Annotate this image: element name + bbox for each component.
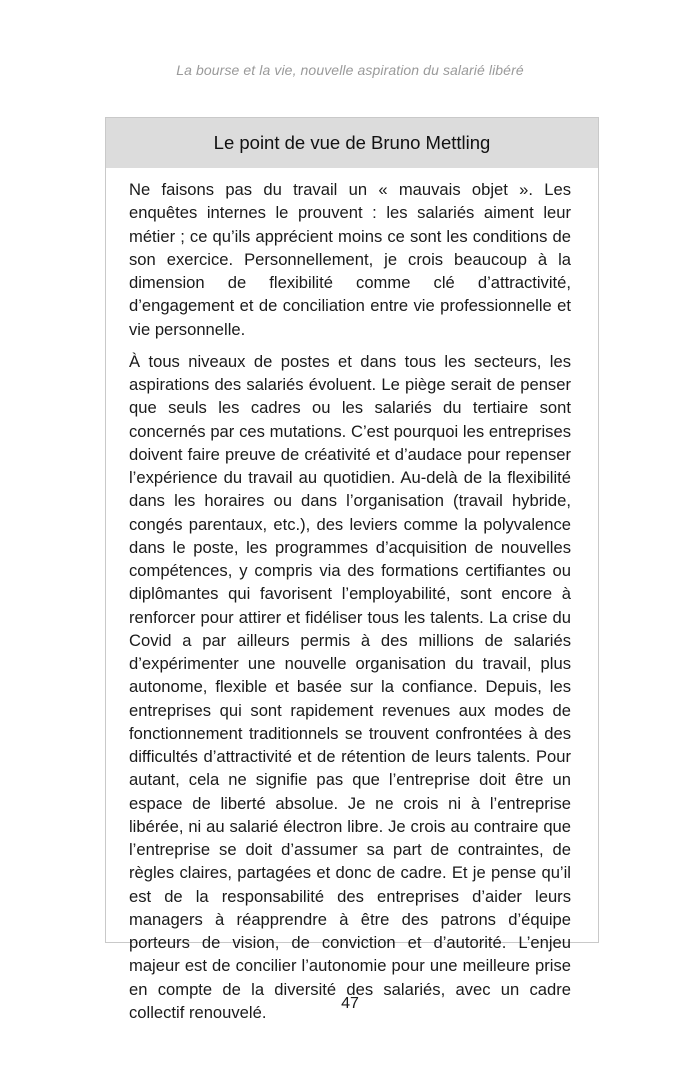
running-header: La bourse et la vie, nouvelle aspiration du salarié libéré	[176, 62, 524, 78]
box-body	[106, 168, 598, 1024]
box-title: Le point de vue de Bruno Mettling	[106, 118, 598, 168]
paragraph: Ne faisons pas du travail un « mauvais objet ». Les enquêtes internes le prouvent : les salariés aiment leur métier ; ce qu’ils apprécient moins ce sont les conditions de son exercice. Personnellement, je crois beaucoup à la dimension de flexibilité comme clé d’attractivité, d’engagement et de conciliation entre vie professionnelle et vie personnelle.	[129, 180, 571, 339]
paragraph: À tous niveaux de postes et dans tous les secteurs, les aspirations des salariés évoluent. Le piège serait de penser que seuls les cadres ou les salariés du tertiaire sont concernés par ces mutations. C’est pourquoi les entreprises doivent faire preuve de créativité et d’audace pour repenser l’expérience du travail au quotidien. Au-delà de la flexibilité dans les horaires ou dans l’organisation (travail hybride, congés parentaux, etc.), des leviers comme la polyvalence dans le poste, les programmes d’acquisition de nouvelles compétences, y compris via des formations certifiantes ou diplômantes qui favorisent l’employabilité, sont encore à renforcer pour attirer et fidéliser tous les talents. La crise du Covid a par ailleurs permis à des millions de salariés d’expérimenter une nouvelle organisation du travail, plus autonome, flexible et basée sur la confiance. Depuis, les entreprises qui sont rapidement revenues aux modes de fonctionnement traditionnels se trouvent confrontées à des difficultés d’attractivité et de rétention de leurs talents. Pour autant, cela ne signifie pas que l’entreprise doit être un espace de liberté absolue. Je ne crois ni à l’entreprise libérée, ni au salarié électron libre. Je crois au contraire que l’entreprise se doit d’assumer sa part de contraintes, de règles claires, partagées et donc de cadre. Et je pense qu’il est de la responsabilité des entreprises d’aider leurs managers à réapprendre à être des patrons d’équipe porteurs de vision, de conviction et d’autorité. L’enjeu majeur est de concilier l’autonomie pour une meilleure prise en compte de la diversité des salariés, avec un cadre collectif renouvelé.	[129, 351, 571, 1022]
page-number: 47	[341, 995, 359, 1012]
